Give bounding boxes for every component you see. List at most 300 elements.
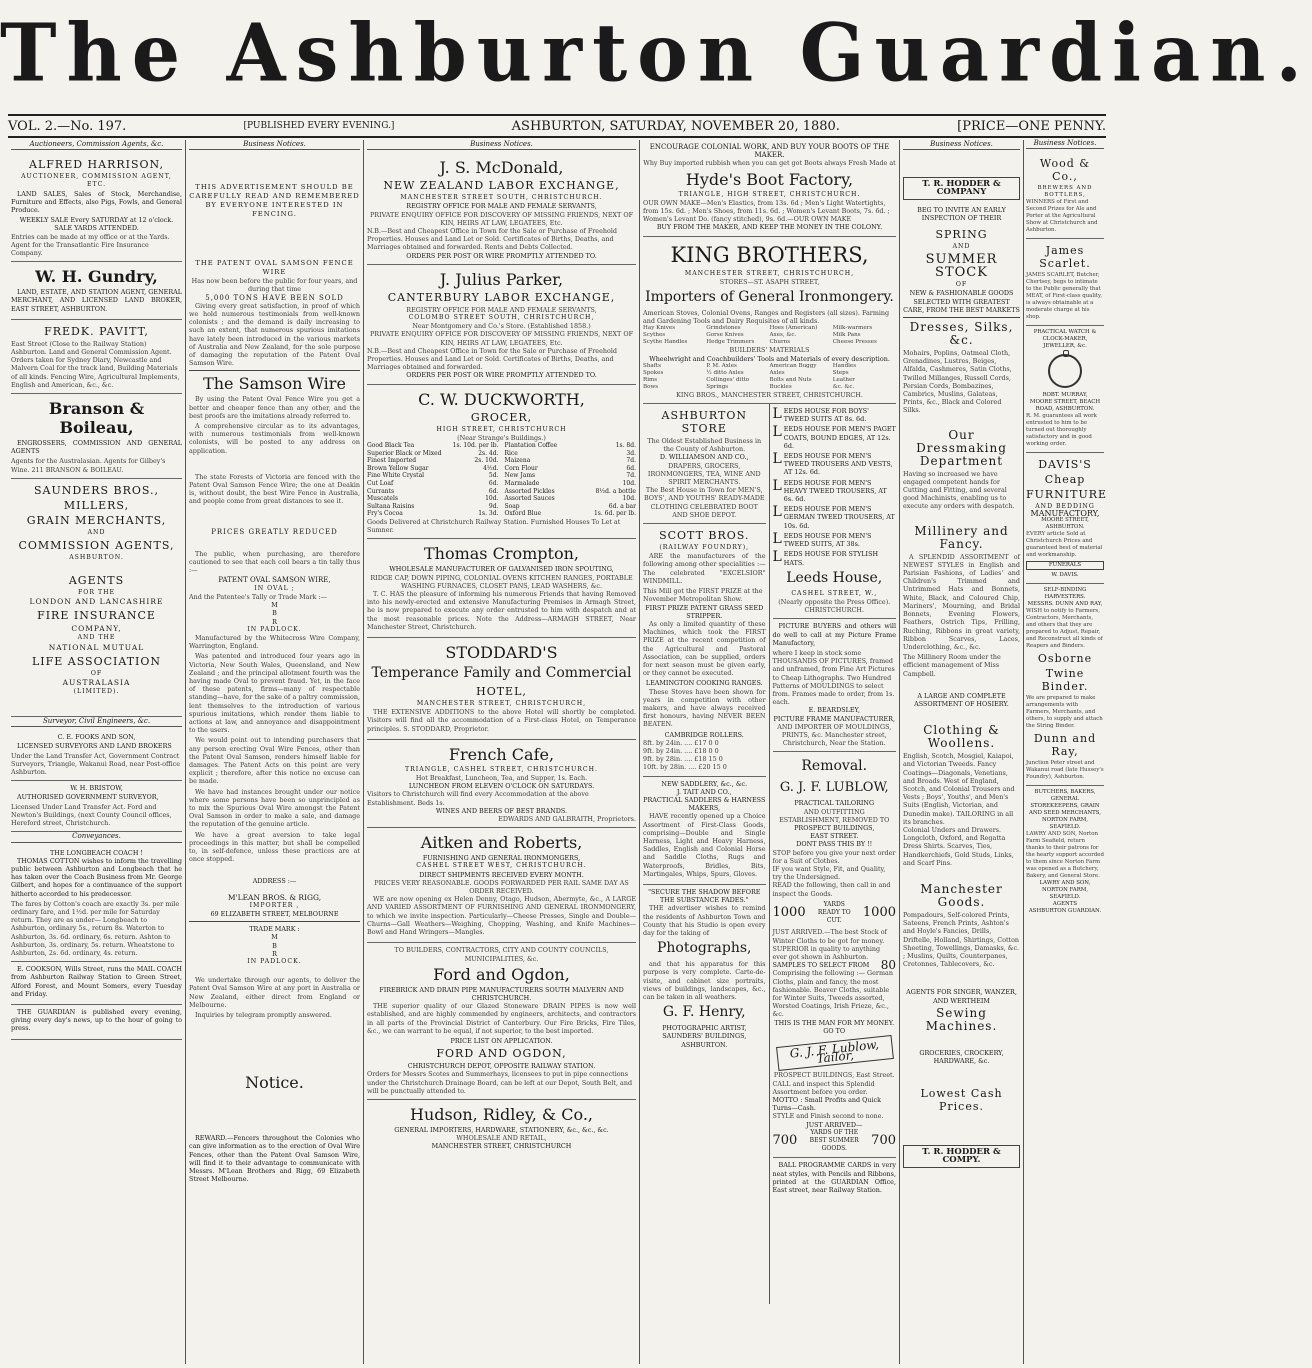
pocket-watch-icon — [1048, 354, 1082, 388]
advertiser-street: MOORE STREET, ASHBURTON. — [1041, 517, 1089, 530]
place-and-date: ASHBURTON, SATURDAY, NOVEMBER 20, 1880. — [511, 118, 840, 134]
advertiser-street: TRIANGLE, CASHEL STREET, CHRISTCHURCH. — [405, 765, 598, 773]
price-item-name: Marmalade — [504, 480, 540, 488]
masthead — [0, 0, 1312, 112]
tons-sold: 5,000 TONS HAVE BEEN SOLD — [205, 293, 344, 302]
advertiser-sub: GENERAL IMPORTERS, HARDWARE, STATIONERY, &c., &c., &c. — [394, 1125, 609, 1134]
manufactory: MANUFACTORY, — [1030, 509, 1100, 518]
yards-figure-left: 1000 — [772, 905, 806, 920]
advertiser-sub: PRACTICAL TAILORING — [794, 799, 875, 808]
advertiser-name: C. E. FOOKS AND SON, — [57, 733, 136, 742]
price-item-value: 5d. — [488, 472, 499, 480]
prospect: PROSPECT BUILDINGS, — [794, 823, 875, 832]
dont-pass: DONT PASS THIS BY !! — [796, 840, 873, 849]
advertiser-name: FORD AND OGDON, — [436, 1047, 567, 1061]
saunders-line: GRAIN MERCHANTS, — [26, 513, 167, 527]
price-item-name: Corn Flour — [504, 464, 538, 472]
ad-hyde: ENCOURAGE COLONIAL WORK, AND BUY YOUR BOOTS OF THE MAKER. Why Buy imported rubbish when you can get got Boots always Fresh Made at Hyde's Boot Factory, TRIANGLE, HIGH STREET, CHRISTCHURCH. OUR OWN MAKE—Men's Elastics, from 13s. 6d ; Men's Light Watertights, from 15s. 6d. ; Men's Shoes, from 11s. 6d. ; Women's Levant Boots, 7s. 6d. ; Women's Levant Do. (fancy stitched), 9s. 6d.—OUR OWN MAKE BUY FROM THE MAKER, AND KEEP THE MONEY IN THE COLONY. — [643, 140, 896, 237]
price-item-value: 7d. — [626, 457, 636, 465]
leeds-line — [773, 479, 897, 504]
leeds-line-text: EEDS HOUSE FOR MEN'S GERMAN TWEED TROUSERS, AT 10s. 6d. — [783, 505, 895, 530]
leeds-line — [773, 452, 897, 477]
price-item-name: Brown Yellow Sugar — [367, 464, 429, 472]
removal-title: Removal. — [801, 758, 868, 775]
column-heading: Business Notices. — [903, 140, 1020, 150]
prices-reduced: PRICES GREATLY REDUCED — [211, 527, 338, 536]
advertiser-name: G. F. Henry, — [662, 1004, 746, 1021]
saunders-line: SAUNDERS BROS., — [33, 483, 160, 497]
saunders-line: LIFE ASSOCIATION — [31, 654, 162, 668]
price-item-value: 10d. — [622, 495, 636, 503]
importer: IMPORTER , — [249, 901, 300, 909]
price-item — [505, 442, 637, 450]
in-padlock: IN PADLOCK. — [247, 958, 302, 966]
price-item — [367, 503, 499, 511]
newspaper-title: The Ashburton Guardian. — [0, 5, 1312, 100]
column-6 — [1024, 140, 1106, 1364]
photographs-title: Photographs, — [656, 940, 752, 957]
saunders-line: COMPANY, — [71, 624, 122, 634]
ad-murray: PRACTICAL WATCH & CLOCK-MAKER, JEWELLER, &c. ROBT. MURRAY, MOORE STREET, BEACH ROAD, ASHBURTON. R. M. guarantees all work entrusted to him to be turned out thoroughly satisfactory and in good working order. — [1026, 326, 1104, 453]
price-item — [367, 450, 499, 458]
saunders-line: NATIONAL MUTUAL — [48, 642, 145, 652]
advertiser-sub: AUCTIONEER, COMMISSION AGENT, ETC. — [21, 173, 172, 189]
price-item-value: 8½d. a bottle — [595, 487, 636, 495]
hodder-footer: T. R. HODDER & COMPY. — [903, 1145, 1020, 1167]
patent-oval-label: PATENT OVAL SAMSON WIRE, — [218, 576, 331, 585]
columns — [8, 140, 1106, 1364]
volume-number: VOL. 2.—No. 197. — [8, 118, 127, 134]
in-padlock: IN PADLOCK. — [247, 625, 302, 633]
ad-body: THE GUARDIAN is published every evening, giving every day's news, up to the hour of going to press. — [11, 1007, 182, 1033]
summer-stock: SUMMER STOCK — [925, 252, 998, 281]
advertiser-sub: GROCER, — [470, 410, 533, 424]
price-item-value: 1s. 8d. — [615, 442, 636, 450]
go-to: GO TO — [823, 1026, 846, 1035]
trademark-b: B — [272, 609, 277, 618]
millinery: Millinery and Fancy. — [914, 523, 1009, 551]
dunn-ray: Dunn and Ray, — [1033, 732, 1097, 758]
column-3 — [364, 140, 640, 1364]
price-item-name: Muscatels — [367, 495, 398, 503]
cambridge: CAMBRIDGE ROLLERS. — [664, 730, 744, 739]
advertiser-name: Ford and Ogdon, — [433, 964, 570, 984]
ad-tait: NEW SADDLERY, &c., &c. J. TAIT AND CO., PRACTICAL SADDLERS & HARNESS MAKERS, HAVE recently opened up a Choice Assortment of First-Class Goods, comprising—Double and Single Harness, Light and Heavy Harness, Saddles, English and Colonial Horse and Saddle Cloths, Rugs and Waterproofs, Bridles, Bits, Martingales, Whips, Spurs, Gloves. — [643, 777, 766, 885]
advertiser-name: Hyde's Boot Factory, — [685, 169, 854, 189]
leeds-initial: L — [772, 451, 782, 468]
new-goods: NEW & FASHIONABLE GOODS SELECTED WITH GREATEST CARE, FROM THE BEST MARKETS — [903, 289, 1020, 314]
saunders-line: AGENTS — [68, 574, 125, 588]
leeds-initial: L — [772, 549, 782, 566]
lowest-prices: Lowest Cash Prices. — [920, 1087, 1003, 1114]
price-item — [367, 472, 499, 480]
trademark-r: R — [272, 949, 277, 958]
advertiser-name: G. J. F. LUBLOW, — [779, 780, 889, 796]
patent-title: THE PATENT OVAL SAMSON FENCE WIRE — [195, 259, 354, 277]
column-4 — [640, 140, 900, 1364]
leeds-initial: L — [772, 424, 782, 441]
ad-guardian — [11, 1005, 182, 1040]
advertiser-name: E. BEARDSLEY, — [808, 706, 860, 715]
advertiser-street: MANCHESTER STREET, CHRISTCHURCH, — [684, 269, 855, 277]
bedding: AND BEDDING — [1035, 503, 1095, 510]
hotel-type: Temperance Family and Commercial — [371, 665, 632, 682]
price-item-value: 2s. 10d. — [474, 457, 499, 465]
advertiser-name: KING BROTHERS, — [670, 242, 869, 267]
wheelwright-line: Wheelwright and Coachbuilders' Tools and Materials of every description. — [649, 354, 890, 363]
ad-bristow: W. H. BRISTOW, AUTHORISED GOVERNMENT SURVEYOR, Licensed Under Land Transfer Act. Ford and Newton's Buildings, (next County Council offices, Hereford street, Christchurch. — [11, 781, 182, 832]
advertiser-street: MANCHESTER STREET SOUTH, CHRISTCHURCH. — [400, 194, 603, 202]
wheelwright-table: Shafts P. M. Axles American Buggy Handles Spokes ½ ditto Axles Axles Steps Rims Collinges' ditto Bolts and Nuts Leather Bows Springs Buckles &c. &c. — [643, 362, 857, 390]
ad-line: WEEKLY SALE Every SATURDAY at 12 o'clock. — [19, 216, 174, 225]
price-list: PRICE LIST ON APPLICATION. — [450, 1036, 553, 1045]
yards700-left: 700 — [772, 1133, 798, 1149]
advertiser-name: Wood & Co., — [1039, 157, 1091, 183]
price: [PRICE—ONE PENNY. — [957, 118, 1106, 134]
hardware: HARDWARE, &c. — [933, 1057, 990, 1065]
price-item-name: Currants — [367, 487, 395, 495]
leeds-line-text: EEDS HOUSE FOR STYLISH HATS. — [783, 550, 879, 567]
price-item — [505, 465, 637, 473]
advertiser-name: Hudson, Ridley, & Co., — [410, 1104, 593, 1124]
king-goods-table: Hay Knives Grindstones Hoes (American) Milk-warmers Scythes Gorse Knives Axes, &c. Milk Pans Scythe Handles Hedge Trimmers Churns Cheese Presses — [643, 325, 877, 346]
ad-lawry: BUTCHERS, BAKERS, GENERAL STOREKEEPERS, GRAIN AND SEED MERCHANTS, NORTON FARM, SEAFIELD. LAWRY AND SON, Norton Farm Seafield, return thanks to their patrons for the hearty support accorded to them since Norton Farm was opened as a Butchery, Bakery, and General Store. LAWRY AND SON, NORTON FARM, SEAFIELD. AGENTS ASHBURTON GUARDIAN. — [1026, 789, 1104, 914]
saunders-line: COMMISSION AGENTS, — [18, 539, 175, 553]
price-item-value: 10d. — [485, 495, 499, 503]
advertiser-name: Thomas Crompton, — [423, 544, 579, 564]
ad-coach: THE LONGBEACH COACH ! THOMAS COTTON wishes to inform the travelling public between Ashburton and Longbeach that he has taken over the Coach Business from Mr. George Gilbert, and hopes for a continuance of the support hitherto accorded to his predecessor. The fares by Cotton's coach are exactly 3s. per mile ordinary fare, and 1½d. per mile for Saturday return. They are as under— Longbeach to Ashburton, ordinary 5s., return 8s. Waterton to Ashburton, 3s. 6d. ordinary, 6s. return. Ashton to Ashburton, 3s. ordinary, 5s. return. Wheatstone to Ashburton, 2s. 6d. ordinary, 4s. return. — [11, 846, 182, 963]
price-item — [367, 495, 499, 503]
price-item — [367, 465, 499, 473]
ad-pavitt: FREDK. PAVITT, East Street (Close to the Railway Station) Ashburton. Land and General Commission Agent. Orders taken for Sydney Diary, Newcastle and Malvern Coal for the track land, Building Materials of all kinds. Fencing Wire, Agricultural Implements, English and American, &c., &c. — [11, 320, 182, 394]
ad-scott: SCOTT BROS. (RAILWAY FOUNDRY), ARE the manufacturers of the following among other specialities :— The celebrated "EXCELSIOR" WINDMILL. This Mill got the FIRST PRIZE at the November Metropolitan Show. FIRST PRIZE PATENT GRASS SEED STRIPPER. As only a limited quantity of these Machines, which took the FIRST PRIZE at the recent competition of the Agricultural and Pastoral Association, can be supplied, orders for next season must be given early, or they cannot be executed. LEAMINGTON COOKING RANGES. These Stoves have been shown for years in competition with other makers, and have always received first honours, having NEVER BEEN BEATEN. CAMBRIDGE ROLLERS. 8ft. by 24in. .... £17 0 0 9ft. by 24in. .... £18 0 0 9ft. by 28in. .... £18 15 0 10ft. by 28in. .... £20 15 0 — [643, 524, 766, 776]
ad-cookson — [11, 962, 182, 1005]
trademark-m: M — [271, 601, 278, 610]
advertiser-name: STODDARD'S — [445, 643, 558, 663]
advertiser-sub: PRACTICAL SADDLERS & HARNESS MAKERS, — [643, 795, 766, 813]
saunders-line: AUSTRALASIA — [62, 677, 131, 687]
ad-aitken: Aitken and Roberts, FURNISHING AND GENERAL IRONMONGERS, CASHEL STREET WEST, CHRISTCHURCH. DIRECT SHIPMENTS RECEIVED EVERY MONTH. PRICES VERY REASONABLE. GOODS FORWARDED PER RAIL SAME DAY AS ORDER RECEIVED. WE are now opening ex Helen Denny, Otago, Hudson, Abermyte, &c., A LARGE AND VARIED ASSORTMENT OF FURNISHING AND GENERAL IRONMONGERY, to which we invite inspection. Particularly—Cheese Presses, Single and Double—Churns—Gall Weathers—Weighing, Chopping, Washing, and Knife Machines—Bowl and Hand Wringers—Mangles. — [367, 828, 636, 943]
of: OF — [955, 281, 968, 289]
davis: DAVIS'S — [1038, 458, 1092, 471]
ad-king: KING BROTHERS, MANCHESTER STREET, CHRISTCHURCH, STORES—ST. ASAPH STREET, Importers of General Ironmongery. American Stoves, Colonial Ovens, Ranges and Registers (all sizes). Farming and Gardening Tools and Dairy Requisites of all kinds. Hay Knives Grindstones Hoes (American) Milk-warmers Scythes Gorse Knives Axes, &c. Milk Pans Scythe Handles Hedge Trimmers Churns Cheese Presses BUILDERS' MATERIALS Wheelwright and Coachbuilders' Tools and Materials of every description. Shafts P. M. Axles American Buggy Handles Spokes ½ ditto Axles Axles Steps Rims Collinges' ditto Bolts and Nuts Leather Bows Springs Buckles &c. &c. KING BROS., MANCHESTER STREET, CHRISTCHURCH. — [643, 237, 896, 404]
advertiser-street: CASHEL STREET, W., — [791, 589, 878, 597]
beg-line: BEG TO INVITE AN EARLY INSPECTION OF THEIR — [917, 205, 1006, 222]
price-item — [505, 480, 637, 488]
ad-body: E. COOKSON, Wills Street, runs the MAIL COACH from Ashburton Railway Station to Green Street, Alford Forest, and Mount Somers, every Tuesday and Friday. — [11, 965, 182, 998]
price-item-name: Oxford Blue — [504, 510, 541, 518]
advertiser-name: W. H. BRISTOW, — [70, 784, 123, 793]
price-item-name: Sultana Raisins — [367, 502, 415, 510]
price-item-name: Fry's Cocoa — [367, 510, 403, 518]
leeds-list — [773, 407, 897, 567]
dunn: MESSRS. DUNN AND RAY, — [1027, 601, 1103, 607]
trade-mark-label: TRADE MARK : — [249, 925, 300, 934]
leeds-line-text: EEDS HOUSE FOR BOYS' TWEED SUITS AT 8s. 6d. — [783, 407, 869, 424]
advertiser-name: SCOTT BROS. — [659, 529, 750, 543]
lublow-sign: G. J. F. Lublow, Tailor, — [776, 1035, 893, 1071]
advertiser-sub: FURNISHING AND GENERAL IRONMONGERS, — [422, 854, 581, 863]
trademark-r: R — [272, 617, 277, 626]
ad-body: BALL PROGRAMME CARDS in very neat styles, with Pencils and Ribbons, printed at the GUARDIAN Office, East street, near Railway Station. — [772, 1161, 896, 1195]
leeds-initial: L — [772, 530, 782, 547]
price-item-value: 6d. — [626, 464, 636, 472]
yards700-text: YARDS OF THE BEST SUMMER GOODS. — [809, 1128, 859, 1153]
luncheon-line: LUNCHEON FROM ELEVEN O'CLOCK ON SATURDAYS. — [408, 782, 595, 791]
saunders-line: OF — [90, 669, 103, 677]
price-item-name: New Jams — [504, 472, 536, 480]
price-item-value: 9d. — [488, 502, 499, 510]
hosiery: A LARGE AND COMPLETE ASSORTMENT OF HOSIERY. — [914, 691, 1009, 708]
price-item — [505, 457, 637, 465]
advertiser-name: French Cafe, — [448, 744, 555, 764]
advertiser-street: MANCHESTER STREET, CHRISTCHURCH, — [416, 700, 587, 708]
price-item — [367, 457, 499, 465]
advertiser-street: HIGH STREET, CHRISTCHURCH — [436, 425, 567, 433]
advertiser-name: FREDK. PAVITT, — [44, 324, 149, 338]
furniture: FURNITURE — [1026, 488, 1108, 501]
reward-notice: REWARD.—Fencers throughout the Colonies who can give information as to the erection of Oval Wire Fences, other than the Patent Oval Samson Wire, will find it to their advantage to communicate with Messrs. M'Lean Brothers and Rigg, 69 Elizabeth Street Melbourne. — [189, 1134, 360, 1184]
ad-banner: ENCOURAGE COLONIAL WORK, AND BUY YOUR BOOTS OF THE MAKER. — [649, 143, 890, 160]
direct-shipments: DIRECT SHIPMENTS RECEIVED EVERY MONTH. — [419, 870, 584, 879]
ad-gundry — [11, 262, 182, 320]
watchmaker: PRACTICAL WATCH & CLOCK-MAKER, JEWELLER, &c. — [1033, 329, 1097, 349]
advertiser-sub: NEW ZEALAND LABOR EXCHANGE, — [383, 179, 620, 193]
mclean-bros: M'LEAN BROS. & RIGG, — [227, 892, 322, 902]
ashburton-guardian: ASHBURTON GUARDIAN. — [1028, 908, 1102, 914]
ad-branson: Branson & Boileau, ENGROSSERS, COMMISSION AND GENERAL AGENTS Agents for the Australasian. Agents for Gilbey's Wine. 211 BRANSON & BOILEAU. — [11, 394, 182, 479]
advertiser-name: J. TAIT AND CO., — [676, 787, 732, 796]
yards-ready — [773, 901, 897, 926]
dressmaking: Our Dressmaking Department — [916, 427, 1007, 468]
advertiser-sub: WHOLESALE MANUFACTURER OF GALVANISED IRON SPOUTING, — [389, 565, 614, 574]
samples-number: 80 — [880, 958, 896, 973]
ad-lublow: Removal. G. J. F. LUBLOW, PRACTICAL TAILORING AND OUTFITTING ESTABLISHMENT, REMOVED TO PROSPECT BUILDINGS, EAST STREET. DONT PASS THIS BY !! STOP before you give your next order for a Suit of Clothes. IF you want Style, Fit, and Quality, try the Undersigned. READ the following, then call in and inspect the Goods. 1000 YARDS READY TO CUT. 1000 JUST ARRIVED.—The best Stock of Winter Cloths to be got for money. SUPERIOR in quality to anything ever got shown in Ashburton. SAMPLES TO SELECT FROM 80 Comprising the following :— German Cloths, plain and fancy, the most fashionable. Beaver Cloths, suitable for Winter Suits, Tweeds assorted, Worsted Coatings, Irish Frieze, &c., &c. THIS IS THE MAN FOR MY MONEY. GO TO G. J. F. Lublow, Tailor, PROSPECT BUILDINGS, East Street. CALL and inspect this Splendid Assortment before you order. MOTTO : Small Profits and Quick Turns—Cash. STYLE and Finish second to none. JUST ARRIVED— 700 YARDS OF THE BEST SUMMER GOODS. 700 — [773, 752, 897, 1158]
melbourne-address: 69 ELIZABETH STREET, MELBOURNE — [210, 910, 339, 918]
leeds-line — [773, 505, 897, 530]
leeds-initial: L — [772, 477, 782, 494]
harvesters: SELF-BINDING HARVESTERS. — [1043, 587, 1087, 600]
advertiser-street: MOORE STREET, BEACH ROAD, ASHBURTON. — [1029, 399, 1101, 412]
trademark-m: M — [271, 933, 278, 942]
ad-french-cafe: French Cafe, TRIANGLE, CASHEL STREET, CHRISTCHURCH. Hot Breakfast, Luncheon, Tea, and Supper, 1s. Each. LUNCHEON FROM ELEVEN O'CLOCK ON SATURDAYS. Visitors to Christchurch will find every Accommodation at the above Establishment. Beds 1s. WINES AND BEERS OF BEST BRANDS. EDWARDS AND GALBRAITH, Proprietors. — [367, 740, 636, 828]
groceries: GROCERIES, CROCKERY, — [919, 1048, 1004, 1057]
orders-line: ORDERS PER POST OR WIRE PROMPTLY ATTENDED TO. — [406, 371, 597, 380]
hodder-banner: T. R. HODDER & COMPANY — [903, 177, 1020, 199]
ad-mcdonald: J. S. McDonald, NEW ZEALAND LABOR EXCHANGE, MANCHESTER STREET SOUTH, CHRISTCHURCH. REGISTRY OFFICE FOR MALE AND FEMALE SERVANTS, PRIVATE ENQUIRY OFFICE FOR DISCOVERY OF MISSING FRIENDS, NEXT OF KIN, HEIRS AT LAW, LEGATEES, Etc. N.B.—Best and Cheapest Office in Town for the Sale or Purchase of Freehold Properties. Houses and Land Let or Sold. Certificates of Births, Deaths, and Marriages obtained and forwarded. Rents and Debts Collected. ORDERS PER POST OR WIRE PROMPTLY ATTENDED TO. — [367, 153, 636, 265]
price-item-name: Soap — [504, 502, 520, 510]
price-item-value: 1s. 3d. — [478, 510, 499, 518]
east-street: EAST STREET. — [810, 832, 859, 841]
sewing-machines: Sewing Machines. — [925, 1005, 998, 1033]
w-davis: W. DAVIS. — [1051, 572, 1079, 578]
column-heading: Business Notices. — [367, 140, 636, 150]
buy-line: BUY FROM THE MAKER, AND KEEP THE MONEY IN THE COLONY. — [656, 223, 883, 232]
price-item-name: Superior Black or Mixed — [367, 449, 442, 457]
saunders-line: LONDON AND LANCASHIRE — [29, 597, 164, 607]
ad-duckworth: C. W. DUCKWORTH, GROCER, HIGH STREET, CHRISTCHURCH (Near Strange's Buildings.) Good Black Tea 1s. 10d. per lb. Plantation Coffee 1s. 8d. Superior Black or Mixed 2s. 4d. Rice 3d. Finest Imported 2s. 10d. Maizena 7d. Brown Yellow Sugar 4½d. Corn Flour 6d. Fine White Crystal 5d. New Jams 7d. Cut Loaf 6d. Marmalade 10d. Currants 6d. Assorted Pickles 8½d. a bottle Muscatels 10d. Assorted Sauces 10d. Sultana Raisins 9d. Soap 6d. a bar Fry's Cocoa 1s. 3d. Oxford Blue 1s. 6d. per lb. Goods Delivered at Christchurch Railway Station. Furnished Houses To Let at Sumner. — [367, 385, 636, 540]
ad-scarlet: James Scarlet. JAMES SCARLET, Butcher, Chertsey, begs to intimate to the Public generally that MEAT, of First-class quality, is always obtainable at a moderate charge at his shop. — [1026, 239, 1104, 326]
ad-parker: J. Julius Parker, CANTERBURY LABOR EXCHANGE, REGISTRY OFFICE FOR MALE AND FEMALE SERVANTS, COLOMBO STREET SOUTH, CHRISTCHURCH, Near Montgomery and Co.'s Store. (Established 1858.) PRIVATE ENQUIRY OFFICE FOR DISCOVERY OF MISSING FRIENDS, NEXT OF KIN, HEIRS AT LAW, LEGATEES, Etc. N.B.—Best and Cheapest Office in Town for the Sale or Purchase of Freehold Properties. Houses and Land Let or Sold. Certificates of Births, Deaths, and Marriages obtained and forwarded. ORDERS PER POST OR WIRE PROMPTLY ATTENDED TO. — [367, 265, 636, 385]
ad-body: PICTURE BUYERS and others will do well to call at my Picture Frame Manufactory, — [772, 622, 896, 647]
advertiser-name: J. S. McDonald, — [439, 158, 564, 178]
trademark-b: B — [272, 941, 277, 950]
price-item-value: 2s. 4d. — [478, 449, 499, 457]
price-item — [505, 510, 637, 518]
section-heading: Surveyor, Civil Engineers, &c. — [11, 717, 182, 727]
price-item — [505, 472, 637, 480]
ad-crompton: Thomas Crompton, WHOLESALE MANUFACTURER OF GALVANISED IRON SPOUTING, RIDGE CAP, DOWN PIPING, COLONIAL OVENS KITCHEN RANGES, PORTABLE WASHING FURNACES, CLOSET PANS, LEAD WASHERS, &c. T. C. HAS the pleasure of informing his numerous Friends that having Removed into his newly-erected and extensive Manufacturing Premises in Armagh Street, he is now prepared to execute any order entrusted to him with despatch and at the most reasonable prices. Note the Address—ARMAGH STREET, Near Manchester Street, Christchurch. — [367, 539, 636, 638]
grocery-price-list — [367, 442, 636, 518]
ad-wood: Wood & Co., BREWERS AND BOTTLERS, WINNERS of First and Second Prizes for Ale and Porter at the Agricultural Show at Christchurch and Ashburton. — [1026, 152, 1104, 239]
advertiser-sub: CANTERBURY LABOR EXCHANGE, — [387, 290, 616, 304]
price-item-name: Assorted Sauces — [504, 495, 555, 503]
saunders-line: MILLERS, — [63, 498, 130, 512]
column-heading: Business Notices. — [189, 140, 360, 150]
column-heading: Business Notices. — [1026, 140, 1104, 149]
leeds-line-text: EEDS HOUSE FOR MEN'S TWEED TROUSERS AND VESTS, AT 12s. 6d. — [783, 452, 893, 477]
clothing: Clothing & Woollens. — [923, 723, 1000, 751]
top-wide-ads — [640, 140, 899, 404]
ad-body: LAND, ESTATE, AND STATION AGENT, GENERAL MERCHANT, AND LICENSED LAND BROKER, EAST STREET, ASHBURTON. — [11, 288, 182, 313]
yards-figure-right: 1000 — [862, 905, 896, 920]
leeds-line — [773, 550, 897, 566]
yards-700 — [773, 1129, 897, 1154]
advertiser-name: Branson & Boileau, — [48, 399, 145, 438]
subcolumn-left — [640, 404, 770, 1304]
column-heading: Auctioneers, Commission Agents, &c. — [11, 140, 182, 150]
ad-leeds: L EEDS HOUSE FOR BOYS' TWEED SUITS AT 8s. 6d. L EEDS HOUSE FOR MEN'S PAGET COATS, BOUND EDGES, AT 12s. 6d. L EEDS HOUSE FOR MEN'S TWEED TROUSERS AND VESTS, AT 12s. 6d. L EEDS HOUSE FOR MEN'S HEAVY TWEED TROUSERS, AT 6s. 6d. L EEDS HOUSE FOR MEN'S GERMAN TWEED TROUSERS, AT 10s. 6d. L EEDS HOUSE FOR MEN'S TWEED SUITS, AT 38s. L EEDS HOUSE FOR STYLISH HATS. Leeds House, CASHEL STREET, W., (Nearly opposite the Press Office). CHRISTCHURCH. — [773, 404, 897, 619]
price-item-name: Finest Imported — [367, 457, 417, 465]
column-2: Business Notices. THIS ADVERTISEMENT SHOULD BE CAREFULLY READ AND REMEMBERED BY EVERYONE INTERESTED IN FENCING. THE PATENT OVAL SAMSON FENCE WIRE Has now been before the public for four years, and during that time 5,000 TONS HAVE BEEN SOLD Giving every great satisfaction, in proof of which we hold numerous testimonials from well-known colonists ; and the demand is daily increasing to such an extent, that numerous spurious imitations have lately been introduced in the various markets of Australia and New Zealand, for the sole purpose of damaging the reputation of the Patent Oval Samson Wire. The Samson Wire By using the Patent Oval Fence Wire you get a better and cheaper fence than any other, and the best proofs are the imitations already referred to. A comprehensive circular as to its advantages, with numerous testimonials from well-known colonists, will be posted to any address on application. The state Forests of Victoria are fenced with the Patent Oval Samson Fence Wire; the one at Deakin is, without doubt, the best Wire Fence in Australia, and people come from great distances to see it. PRICES GREATLY REDUCED The public, when purchasing, are therefore cautioned to see that each coil bears a tin tally thus :— PATENT OVAL SAMSON WIRE, IN OVAL ; And the Patentee's Tally or Trade Mark :— M B R IN PADLOCK. Manufactured by the Whitecross Wire Company, Warrington, England. Was patented and introduced four years ago in Victoria, New South Wales, Queensland, and New Zealand ; and the principal allotment fourth was the having made Oval to prevent fraud. Yet, in the face of these patents, firms—many of respectable standing—have, for the sake of a paltry commission, lent themselves to the introduction of various spurious imitations, which render them liable to actions at law, and annoyance and disappointment to the users. We would point out to intending purchasers that any person erecting Oval Wire Fences, other than the Patent Oval Samson, renders himself liable for damages. The Patent Acts on this point are very explicit ; therefore, after this notice no excuse can be made. We have had instances brought under our notice where some persons have been so unprincipled as to mix the Spurious Oval Wire amongst the Patent Oval Samson in order to make a sale, and damage the reputation of the genuine article. We have a great aversion to take legal proceedings in this matter, but shall be compelled to, in self-defence, unless these practices are at once stopped. ADDRESS :— M'LEAN BROS. & RIGG, IMPORTER , 69 ELIZABETH STREET, MELBOURNE TRADE MARK : M B R IN PADLOCK. We undertake through our agents, to deliver the Patent Oval Samson Wire at any port in Australia or New Zealand, either direct from England or Melbourne. Inquiries by telegram promptly answered. Notice. REWARD.—Fencers throughout the Colonies who can give information as to the erection of Oval Wire Fences, other than the Patent Oval Samson Wire, will find it to their advantage to communicate with Messrs. M'Lean Brothers and Rigg, 69 Elizabeth Street Melbourne. — [186, 140, 364, 1364]
advertiser-name: Aitken and Roberts, — [420, 833, 583, 853]
saunders-line: FIRE INSURANCE — [37, 609, 156, 623]
leeds-line-text: EEDS HOUSE FOR MEN'S TWEED SUITS, AT 38s. — [783, 531, 872, 549]
manchester-goods: Manchester Goods. — [920, 881, 1003, 909]
ad-harrison: ALFRED HARRISON, AUCTIONEER, COMMISSION AGENT, ETC. LAND SALES, Sales of Stock, Merchandise, Furniture and Effects, also Pigs, Fowls, and General Produce. WEEKLY SALE Every SATURDAY at 12 o'clock. SALE YARDS ATTENDED. Entries can be made at my office or at the Yards. Agent for the Transatlantic Fire Insurance Company. — [11, 153, 182, 262]
price-item — [367, 442, 499, 450]
price-item-name: Cut Loaf — [367, 480, 394, 488]
lawry: LAWRY AND SON, NORTON FARM, SEAFIELD. — [1039, 880, 1091, 900]
ad-ashburton-store: ASHBURTON STORE The Oldest Established Business in the County of Ashburton. D. WILLIAMSON AND CO., DRAPERS, GROCERS, IRONMONGERS, TEA, WINE AND SPIRIT MERCHANTS. The Best House in Town for MEN'S, BOYS', AND YOUTHS' READY-MADE CLOTHING CELEBRATED BOOT AND SHOE DEPOT. — [643, 404, 766, 524]
yards-text: YARDS READY TO CUT. — [817, 900, 851, 925]
ad-stoddard: STODDARD'S Temperance Family and Commercial HOTEL, MANCHESTER STREET, CHRISTCHURCH, THE EXTENSIVE ADDITIONS to the above Hotel will shortly be completed. Visitors will find all the accommodation of a First-class Hotel, on Temperance principles. S. STODDARD, Proprietor. — [367, 638, 636, 740]
motto: MOTTO : Small Profits and Quick Turns—Cash. — [772, 1096, 881, 1113]
samples — [772, 958, 897, 973]
section-heading: Conveyances. — [11, 832, 182, 842]
depot: CHRISTCHURCH DEPOT, OPPOSITE RAILWAY STATION. — [407, 1062, 596, 1071]
advertiser-name: ASHBURTON STORE — [661, 409, 747, 436]
advertiser-street: COLOMBO STREET SOUTH, CHRISTCHURCH, — [408, 314, 595, 322]
advertiser-name: ROBT. MURRAY, — [1042, 392, 1088, 398]
advertiser-name: W. H. Gundry, — [35, 267, 158, 287]
and: AND — [952, 243, 971, 251]
price-item — [505, 488, 637, 496]
price-item-name: Plantation Coffee — [504, 442, 558, 450]
wines-line: WINES AND BEERS OF BEST BRANDS. — [435, 806, 568, 815]
ad-line: SALE YARDS ATTENDED. — [54, 224, 139, 233]
publication-frequency: [PUBLISHED EVERY EVENING.] — [243, 121, 395, 131]
ad-title: THE LONGBEACH COACH ! — [50, 848, 143, 857]
man-line: THIS IS THE MAN FOR MY MONEY. — [774, 1018, 895, 1027]
advertiser-name: James Scarlet. — [1039, 244, 1091, 270]
saunders-line: AND THE — [77, 634, 116, 642]
advertiser-name: ALFRED HARRISON, — [29, 158, 164, 172]
advertiser-street: CASHEL STREET WEST, CHRISTCHURCH. — [416, 862, 587, 870]
price-item — [367, 480, 499, 488]
advertiser-sub: (RAILWAY FOUNDRY), — [659, 544, 750, 552]
price-item — [505, 495, 637, 503]
ad-saunders — [11, 479, 182, 717]
address-label: ADDRESS :— — [252, 877, 297, 886]
agents: AGENTS — [1052, 901, 1078, 907]
price-item — [367, 488, 499, 496]
leeds-line — [773, 425, 897, 450]
leeds-initial: L — [772, 504, 782, 521]
price-item-value: 1s. 10d. per lb. — [452, 442, 499, 450]
ad-harvesters: SELF-BINDING HARVESTERS. MESSRS. DUNN AND RAY, WISH to notify to Farmers, Contractors, Merchants, and others that they are prepared to Adjust, Repair, and Reconstruct all kinds of Reapers and Binders. Osborne Twine Binder. We are prepared to make arrangements with Farmers, Merchants, and others, to supply and attach the String Binder. Dunn and Ray, Junction Peter street and Wakanui road (late Hussey's Foundry), Ashburton. — [1026, 584, 1104, 786]
agents-for: AGENTS FOR SINGER, WANZER, AND WERTHEIM — [906, 988, 1017, 1005]
notice-title: Notice. — [245, 1073, 304, 1093]
leeds-line-text: EEDS HOUSE FOR MEN'S PAGET COATS, BOUND EDGES, AT 12s. 6d. — [783, 425, 896, 450]
price-item-value: 10d. — [622, 480, 636, 488]
leeds-initial: L — [772, 406, 782, 423]
column-5: Business Notices. T. R. HODDER & COMPANY BEG TO INVITE AN EARLY INSPECTION OF THEIR SPRING AND SUMMER STOCK OF NEW & FASHIONABLE GOODS SELECTED WITH GREATEST CARE, FROM THE BEST MARKETS Dresses, Silks, &c. Mohairs, Poplins, Oatmeal Cloth, Grenadines, Lustres, Beiges, Alfalda, Cashmeres, Satin Cloths, Twilled Millanges, Russell Cords, Persian Cords, Bombazines, Cambrics, Muslins, Galateas, Prints, &c., Black and Colored Silks. Our Dressmaking Department Having so increased we have engaged competent hands for Cutting and Fitting, and several good Machinists, enabling us to execute any orders with despatch. Millinery and Fancy. A SPLENDID ASSORTMENT of NEWEST STYLES in English and Parisian Fashions, of Ladies' and Children's Trimmed and Untrimmed Hats and Bonnets, White, Black, and Coloured Chip, Mariners', Mourning, and Bridal Bonnets, Evening Flowers, Feathers, Ostrich Tips, Frilling, Ruching, Ribbons in great variety, Ribbon Scarves, Laces, Underclothing, &c., &c. The Millinery Room under the efficient management of Miss Campbell. A LARGE AND COMPLETE ASSORTMENT OF HOSIERY. Clothing & Woollens. English, Scotch, Mosgiel, Kaiapoi, and Victorian Tweeds. Fancy Coatings—Diagonals, Venetians, and Broads. West of England, Scotch, and Colonial Trousers and Vests ; Boys', Youths', and Men's Suits (English, Victorian, and Dunedin make). TAILORING in all its branches. Colonial Unders and Drawers. Longcloth, Oxford, and Regatta Dress Shirts. Scarves, Ties, Handkerchiefs, Gold Studs, Links, and Scarf Pins. Manchester Goods. Pompadours, Self-colored Prints, Sateens, French Prints, Ashton's and Hoyle's Fancies, Drills, Driftelle, Holland, Shirtings, Cotton Sheeting, Towellings, Damasks, &c. ; Muslins, Quilts, Counterpanes, Cretonnes, Tablecovers, &c. AGENTS FOR SINGER, WANZER, AND WERTHEIM Sewing Machines. GROCERIES, CROCKERY, HARDWARE, &c. Lowest Cash Prices. T. R. HODDER & COMPY. — [900, 140, 1024, 1364]
price-item-value: 6d. a bar — [608, 502, 636, 510]
secure-line: "SECURE THE SHADOW BEFORE THE SUBSTANCE FADES." — [648, 888, 761, 905]
advertiser-sub: PHOTOGRAPHIC ARTIST, SAUNDERS' BUILDINGS, ASHBURTON. — [662, 1024, 747, 1049]
osborne: Osborne — [1037, 652, 1093, 665]
ad-beardsley: PICTURE BUYERS and others will do well to call at my Picture Frame Manufactory, where I keep in stock some THOUSANDS OF PICTURES, framed and unframed, from Fine Art Pictures to Cheap Lithographs. Two Hundred Patterns of MOULDINGS to select from. Frames made to order, from 1s. each. E. BEARDSLEY, PICTURE FRAME MANUFACTURER, AND IMPORTER OF MOULDINGS, PRINTS, &c. Manchester street, Christchurch, Near the Station. — [773, 619, 897, 752]
price-item-name: Assorted Pickles — [504, 487, 555, 495]
price-item-value: 6d. — [488, 487, 499, 495]
advertiser-name: C. W. DUCKWORTH, — [418, 389, 585, 409]
orders-line: ORDERS PER POST OR WIRE PROMPTLY ATTENDED TO. — [406, 251, 597, 260]
butchers: BUTCHERS, BAKERS, GENERAL STOREKEEPERS, GRAIN AND SEED MERCHANTS, NORTON FARM, SEAFIELD. — [1028, 789, 1101, 830]
price-item-name: Good Black Tea — [367, 442, 415, 450]
yards700-right: 700 — [871, 1133, 896, 1149]
samples-text: SAMPLES TO SELECT FROM — [772, 961, 870, 970]
fence-notice: THIS ADVERTISEMENT SHOULD BE CAREFULLY READ AND REMEMBERED BY EVERYONE INTERESTED IN FENCING. — [189, 183, 360, 219]
ad-ball-cards — [773, 1158, 897, 1200]
subcolumn-right — [770, 404, 900, 1304]
leeds-line — [773, 407, 897, 423]
cheap: Cheap — [1044, 473, 1086, 486]
price-item — [505, 503, 637, 511]
ad-hudson: Hudson, Ridley, & Co., GENERAL IMPORTERS, HARDWARE, STATIONERY, &c., &c., &c. WHOLESALE AND RETAIL, MANCHESTER STREET, CHRISTCHURCH — [367, 1100, 636, 1155]
first-prize: FIRST PRIZE PATENT GRASS SEED STRIPPER. — [645, 603, 764, 620]
price-item — [367, 510, 499, 518]
advertiser-sub: PICTURE FRAME MANUFACTURER, — [773, 714, 895, 723]
advertiser-street: MANCHESTER STREET, CHRISTCHURCH — [431, 1142, 572, 1151]
advertiser-sub: BREWERS AND BOTTLERS, — [1037, 185, 1093, 198]
leeds-line-text: EEDS HOUSE FOR MEN'S HEAVY TWEED TROUSERS, AT 6s. 6d. — [783, 478, 887, 504]
just-arrived: JUST ARRIVED— — [806, 1120, 863, 1129]
ad-body: LICENSED SURVEYORS AND LAND BROKERS — [17, 741, 172, 750]
price-item — [505, 450, 637, 458]
saunders-line: (LIMITED). — [73, 687, 120, 695]
ad-davis: DAVIS'S Cheap FURNITURE AND BEDDING MANUFACTORY, MOORE STREET, ASHBURTON. EVERY article Sold at Christchurch Prices and guaranteed best of material and workmanship. FUNERALS W. DAVIS. — [1026, 453, 1104, 584]
leeds-line — [773, 532, 897, 548]
king-importers: Importers of General Ironmongery. — [645, 289, 894, 306]
ad-ford-ogdon: TO BUILDERS, CONTRACTORS, CITY AND COUNTY COUNCILS, MUNICIPALITIES, &c. Ford and Ogdon, FIREBRICK AND DRAIN PIPE MANUFACTURERS SOUTH MALVERN AND CHRISTCHURCH. THE superior quality of our Glazed Stoneware DRAIN PIPES is now well established, and are highly commended by engineers, architects, and contractors in all parts of the Provincial District of Canterbury. Our Fire Bricks, Fire Tiles, &c., we can warrant to be equal, if not superior, to the best imported. PRICE LIST ON APPLICATION. FORD AND OGDON, CHRISTCHURCH DEPOT, OPPOSITE RAILWAY STATION. Orders for Messrs Scotes and Summerhays, licensees to put in pipe connections under the Christchurch Drainage Board, can be left at our Depot, South Belt, and will be punctually attended to. — [367, 943, 636, 1100]
advertiser-name: Leeds House, — [786, 569, 883, 586]
sub-columns — [640, 404, 899, 1304]
advertiser-street: TRIANGLE, HIGH STREET, CHRISTCHURCH. — [678, 190, 861, 198]
ad-body: REGISTRY OFFICE FOR MALE AND FEMALE SERVANTS, — [406, 202, 597, 211]
price-item-name: Maizena — [504, 457, 531, 465]
saunders-line: ASHBURTON. — [69, 554, 124, 562]
